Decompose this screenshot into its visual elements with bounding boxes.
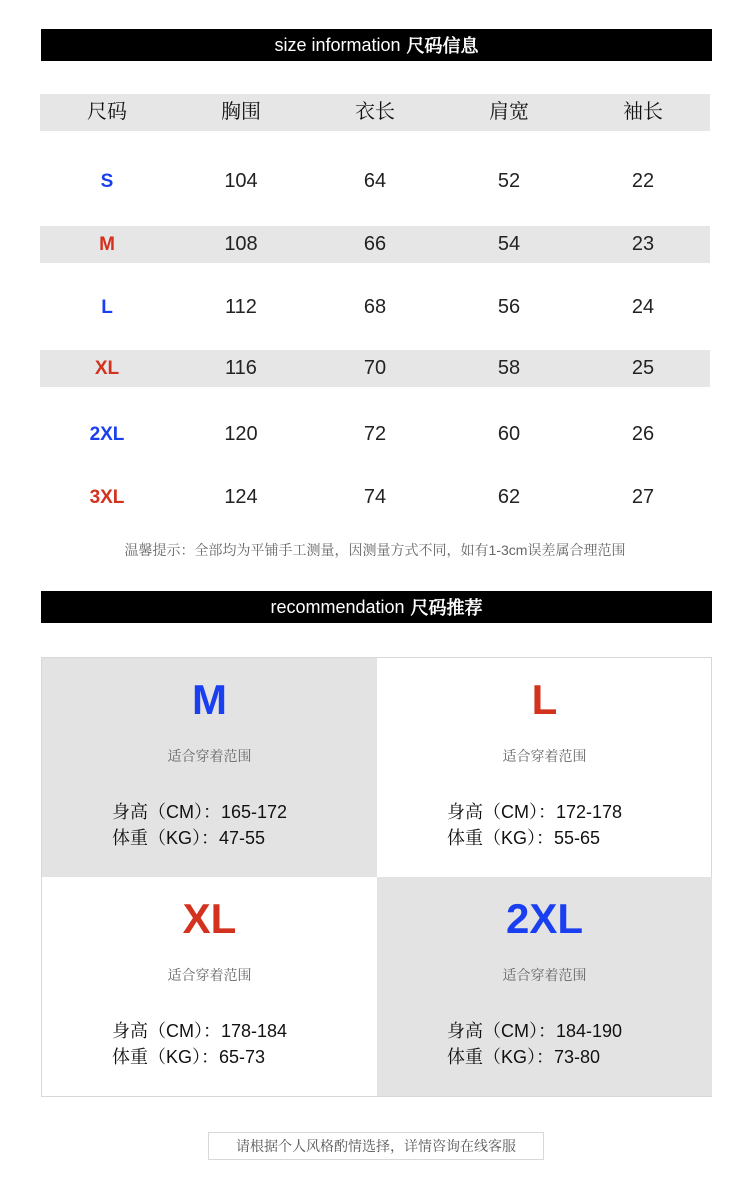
row-shoulder: 54	[497, 233, 521, 255]
row-chest: 104	[224, 170, 258, 192]
row-size: 3XL	[89, 487, 125, 508]
row-shoulder: 56	[497, 296, 521, 318]
recommend-height: 身高（CM）：178-184	[112, 1021, 288, 1041]
size-information-title-cn: 尺码信息	[406, 36, 479, 56]
recommend-size: M	[192, 676, 227, 723]
header-chest: 胸围	[221, 101, 261, 123]
recommend-height: 身高（CM）：165-172	[112, 802, 288, 822]
row-chest: 108	[224, 233, 258, 255]
row-chest: 120	[224, 423, 258, 445]
recommendation-grid	[41, 657, 712, 1097]
recommend-height: 身高（CM）：172-178	[447, 802, 623, 822]
row-shoulder: 62	[497, 486, 521, 508]
row-size: 2XL	[89, 424, 125, 445]
row-length: 72	[363, 423, 387, 445]
table-row	[40, 163, 710, 200]
row-length: 68	[363, 296, 387, 318]
recommend-height: 身高（CM）：184-190	[447, 1021, 623, 1041]
row-length: 66	[363, 233, 387, 255]
recommend-weight: 体重（KG）：47-55	[112, 828, 266, 848]
size-information-header	[41, 29, 712, 61]
row-length: 70	[363, 357, 387, 379]
footer-note: 请根据个人风格酌情选择，详情咨询在线客服	[208, 1132, 544, 1160]
recommendation-title-cn: 尺码推荐	[410, 598, 483, 618]
header-size: 尺码	[87, 101, 127, 123]
row-chest: 116	[225, 357, 257, 379]
header-length: 衣长	[355, 101, 395, 123]
row-sleeve: 25	[631, 357, 655, 379]
measurement-note: 温馨提示：全部均为平铺手工测量，因测量方式不同，如有1-3cm误差属合理范围	[124, 542, 626, 558]
recommend-card-m	[42, 658, 377, 877]
row-sleeve: 24	[631, 296, 655, 318]
recommend-weight: 体重（KG）：65-73	[112, 1047, 266, 1067]
row-sleeve: 27	[631, 486, 655, 508]
row-size: XL	[94, 358, 120, 379]
recommend-subtitle: 适合穿着范围	[502, 967, 587, 983]
table-row	[40, 226, 710, 263]
recommend-weight: 体重（KG）：73-80	[447, 1047, 601, 1067]
row-length: 64	[363, 170, 387, 192]
row-length: 74	[363, 486, 387, 508]
recommend-card-l	[377, 658, 712, 877]
recommendation-header	[41, 591, 712, 623]
header-sleeve: 袖长	[623, 101, 663, 123]
table-row	[40, 416, 710, 453]
recommend-size: 2XL	[505, 895, 584, 942]
size-information-title-en: size information	[274, 34, 401, 55]
recommendation-title-en: recommendation	[270, 596, 405, 617]
row-sleeve: 22	[631, 170, 655, 192]
table-row	[40, 479, 710, 516]
header-shoulder: 肩宽	[489, 101, 529, 123]
row-size: S	[100, 171, 114, 192]
row-shoulder: 52	[497, 170, 521, 192]
recommend-card-xl	[42, 877, 377, 1096]
recommend-subtitle: 适合穿着范围	[167, 967, 252, 983]
table-row	[40, 289, 710, 326]
recommend-size: L	[531, 676, 558, 723]
row-size: M	[99, 234, 115, 255]
recommend-subtitle: 适合穿着范围	[167, 748, 252, 764]
table-header-row	[40, 94, 710, 131]
row-shoulder: 58	[497, 357, 521, 379]
recommend-subtitle: 适合穿着范围	[502, 748, 587, 764]
row-sleeve: 26	[631, 423, 655, 445]
row-chest: 124	[224, 486, 258, 508]
row-chest: 112	[225, 296, 257, 318]
row-sleeve: 23	[631, 233, 655, 255]
table-row	[40, 350, 710, 387]
recommend-card-2xl	[377, 877, 712, 1096]
row-shoulder: 60	[497, 423, 521, 445]
recommend-weight: 体重（KG）：55-65	[447, 828, 601, 848]
size-table	[40, 94, 710, 516]
recommend-size: XL	[182, 895, 237, 942]
row-size: L	[101, 297, 113, 318]
